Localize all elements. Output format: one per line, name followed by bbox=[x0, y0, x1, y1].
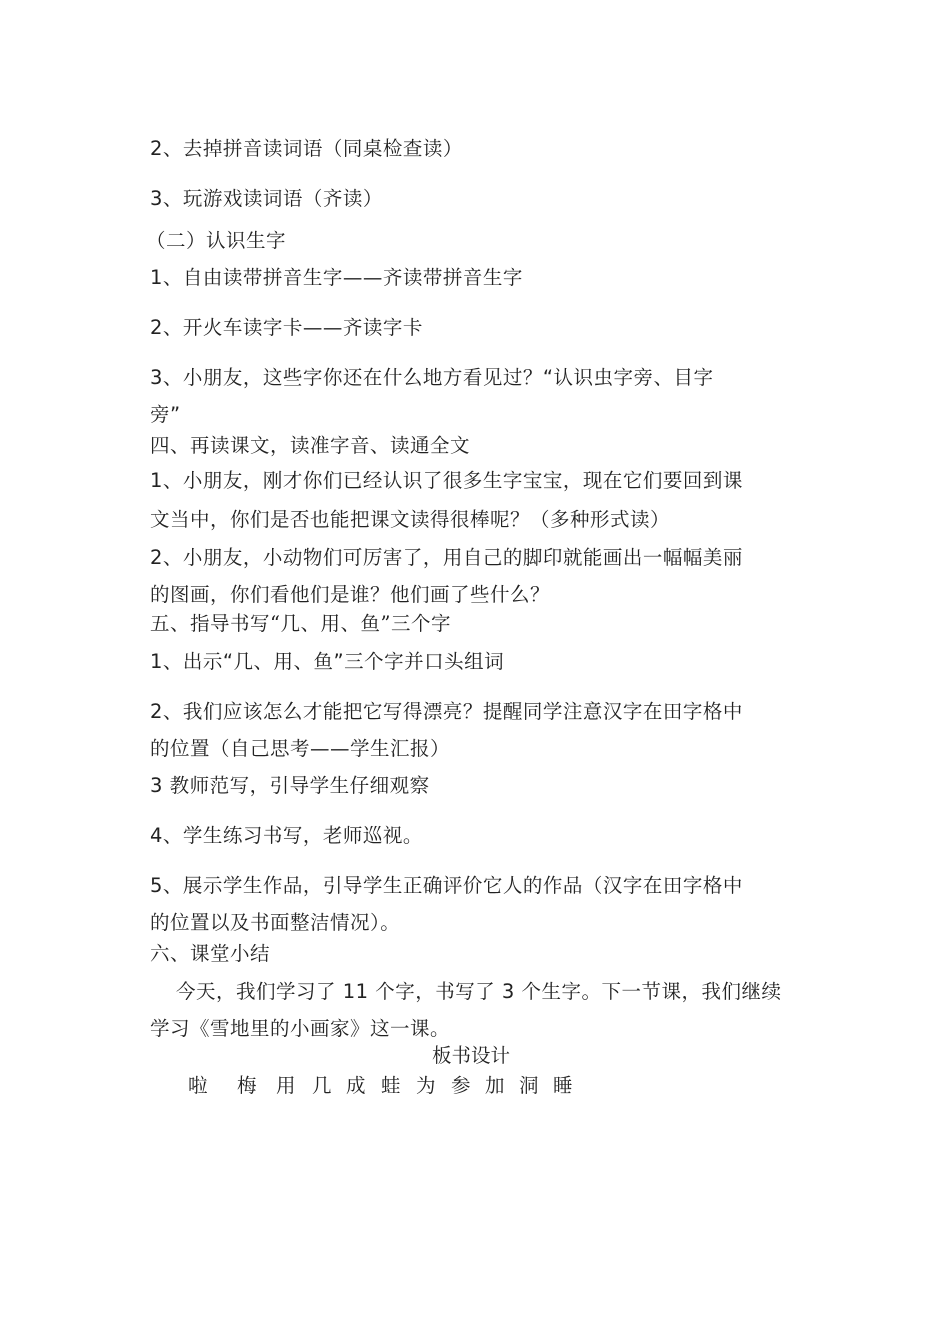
board-char: 蛙 bbox=[381, 1074, 401, 1097]
board-char: 用 bbox=[276, 1074, 296, 1097]
section-heading-5: 五、指导书写“几、用、鱼”三个字 bbox=[150, 612, 451, 635]
text-line-9: 2、小朋友，小动物们可厉害了，用自己的脚印就能画出一幅幅美丽 bbox=[150, 546, 743, 569]
board-design-title: 板书设计 bbox=[432, 1044, 511, 1067]
board-char: 几 bbox=[312, 1074, 332, 1097]
text-line-18: 今天，我们学习了 11 个字，书写了 3 个生字。下一节课，我们继续 bbox=[176, 980, 782, 1003]
text-line-13: 的位置（自己思考——学生汇报） bbox=[150, 737, 451, 760]
board-char: 为 bbox=[416, 1074, 436, 1097]
section-heading-4: 四、再读课文，读准字音、读通全文 bbox=[150, 434, 471, 457]
text-line-7: 1、小朋友，刚才你们已经认识了很多生字宝宝，现在它们要回到课 bbox=[150, 469, 743, 492]
board-char: 梅 bbox=[237, 1074, 257, 1097]
text-line-4: 2、开火车读字卡——齐读字卡 bbox=[150, 316, 423, 339]
text-line-8: 文当中，你们是否也能把课文读得很棒呢？（多种形式读） bbox=[150, 508, 671, 531]
section-heading-6: 六、课堂小结 bbox=[150, 942, 271, 965]
text-line-17: 的位置以及书面整洁情况）。 bbox=[150, 911, 401, 934]
text-line-1: 2、去掉拼音读词语（同桌检查读） bbox=[150, 137, 463, 160]
board-char: 睡 bbox=[553, 1074, 573, 1097]
text-line-16: 5、展示学生作品，引导学生正确评价它人的作品（汉字在田字格中 bbox=[150, 874, 743, 897]
text-line-2: 3、玩游戏读词语（齐读） bbox=[150, 187, 383, 210]
board-char: 啦 bbox=[188, 1074, 208, 1097]
text-line-6: 旁” bbox=[150, 403, 181, 426]
text-line-12: 2、我们应该怎么才能把它写得漂亮？提醒同学注意汉字在田字格中 bbox=[150, 700, 743, 723]
text-line-11: 1、出示“几、用、鱼”三个字并口头组词 bbox=[150, 650, 505, 673]
board-char: 加 bbox=[485, 1074, 505, 1097]
text-line-5: 3、小朋友，这些字你还在什么地方看见过？“认识虫字旁、目字 bbox=[150, 366, 714, 389]
text-line-19: 学习《雪地里的小画家》这一课。 bbox=[150, 1017, 451, 1040]
board-char: 成 bbox=[346, 1074, 366, 1097]
board-char: 参 bbox=[451, 1074, 471, 1097]
text-line-10: 的图画，你们看他们是谁？他们画了些什么？ bbox=[150, 583, 551, 606]
text-line-15: 4、学生练习书写，老师巡视。 bbox=[150, 824, 423, 847]
text-line-3: 1、自由读带拼音生字——齐读带拼音生字 bbox=[150, 266, 523, 289]
board-char: 洞 bbox=[519, 1074, 539, 1097]
text-line-14: 3 教师范写，引导学生仔细观察 bbox=[150, 774, 430, 797]
section-heading-2: （二）认识生字 bbox=[146, 229, 287, 252]
